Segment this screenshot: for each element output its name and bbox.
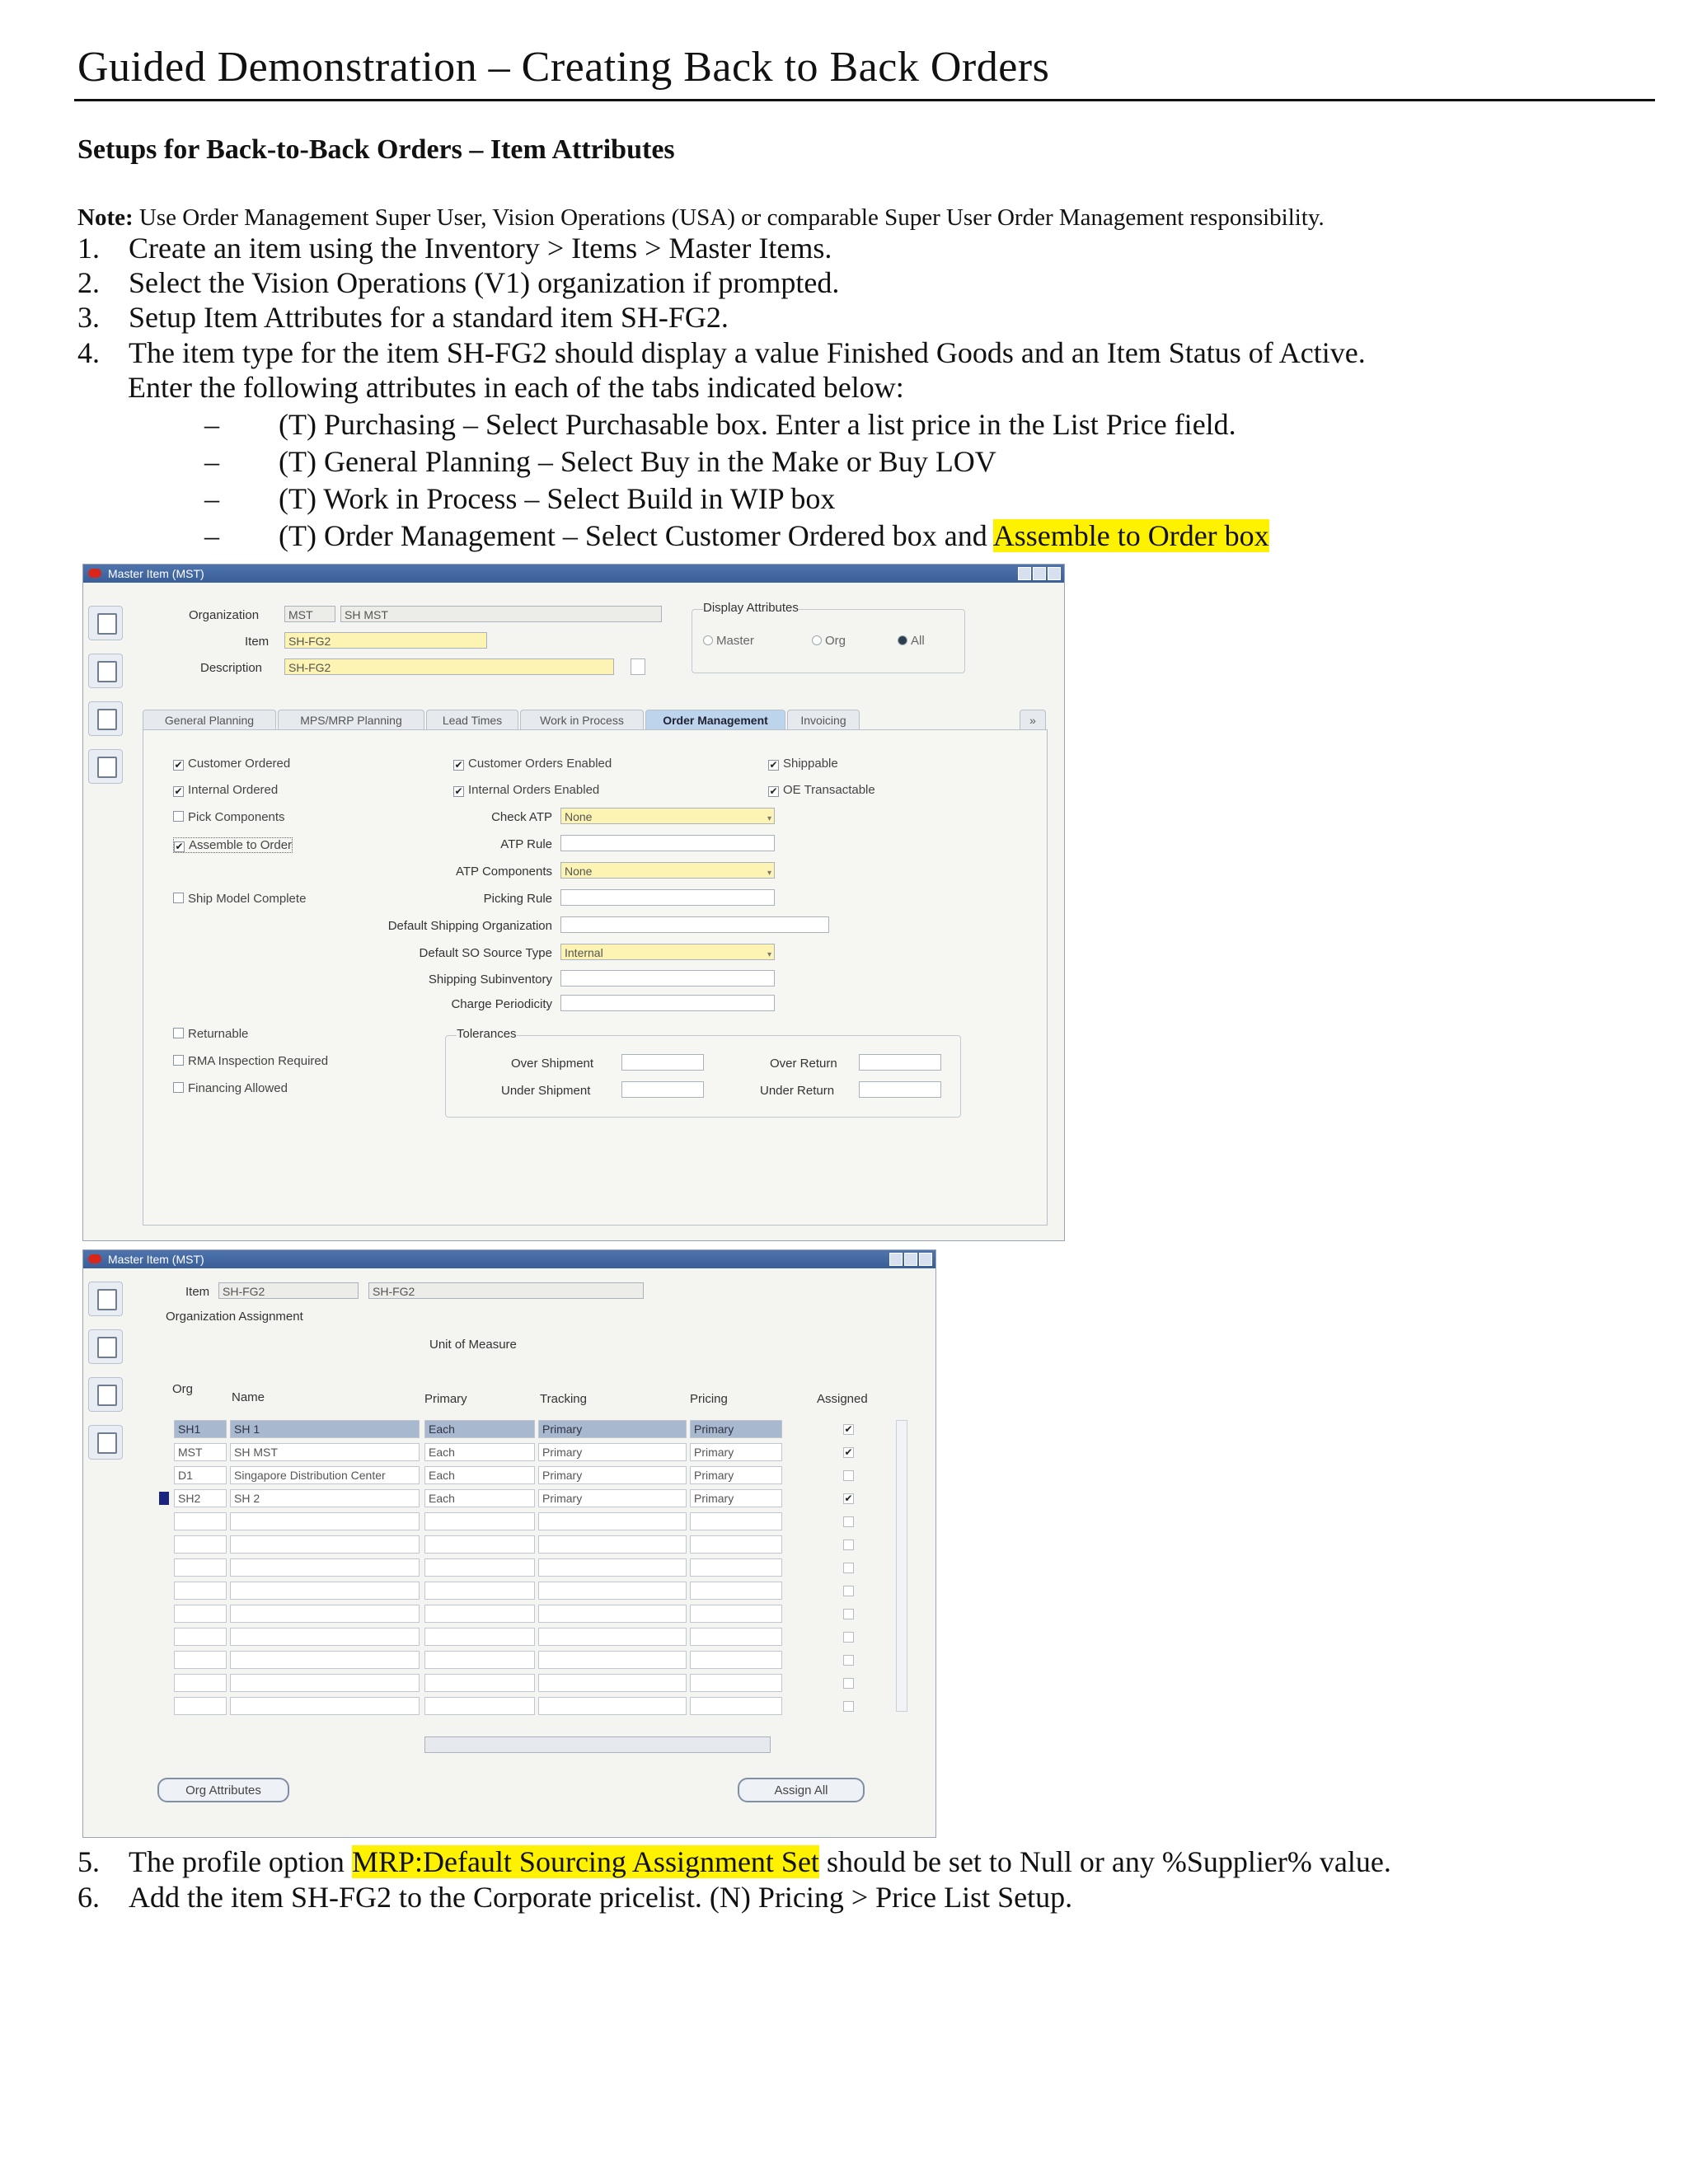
radio-dot xyxy=(703,635,713,645)
cell-org[interactable]: MST xyxy=(174,1443,227,1461)
checkbox-box xyxy=(173,893,184,903)
folder-tool-icon[interactable] xyxy=(88,1282,123,1316)
financing-allowed-checkbox[interactable] xyxy=(173,1081,288,1095)
folder-tool-icon[interactable] xyxy=(88,606,123,640)
cell-primary[interactable] xyxy=(424,1582,535,1600)
cell-org[interactable] xyxy=(174,1605,227,1623)
atp-components-select[interactable] xyxy=(560,862,775,879)
item-field[interactable]: SH-FG2 xyxy=(284,632,487,649)
assigned-checkbox[interactable] xyxy=(843,1609,854,1619)
over-shipment-label: Over Shipment xyxy=(511,1057,594,1071)
cell-name[interactable] xyxy=(230,1535,420,1554)
cell-pricing[interactable] xyxy=(690,1605,782,1623)
check-atp-label: Check ATP xyxy=(491,810,552,824)
step-text: Create an item using the Inventory > Items > Master Items. xyxy=(129,232,832,265)
close-icon[interactable] xyxy=(919,1253,932,1266)
section-heading: Setups for Back-to-Back Orders – Item Attributes xyxy=(77,134,675,165)
checkbox-label: Returnable xyxy=(188,1027,249,1041)
organization-label: Organization xyxy=(189,608,260,622)
radio-label: All xyxy=(911,634,925,648)
under-return-label: Under Return xyxy=(760,1084,835,1098)
default-so-source-value: Internal xyxy=(565,946,603,959)
window-titlebar xyxy=(83,565,1064,583)
checkbox-box: ✔ xyxy=(174,759,183,771)
cell-org[interactable] xyxy=(174,1512,227,1530)
radio-master[interactable] xyxy=(703,634,754,648)
maximize-icon[interactable] xyxy=(1033,567,1046,580)
cell-name[interactable] xyxy=(230,1628,420,1646)
highlight-assemble-to-order: Assemble to Order box xyxy=(992,519,1269,552)
assigned-checkbox[interactable] xyxy=(843,1516,854,1527)
note-text: Use Order Management Super User, Vision Operations (USA) or comparable Super User Order Management responsibility. xyxy=(133,204,1325,231)
step-number: 1. xyxy=(77,232,100,265)
checkbox-label: Customer Ordered xyxy=(188,757,291,771)
cell-primary[interactable] xyxy=(424,1558,535,1577)
dash-marker: – xyxy=(204,519,219,552)
dash-marker: – xyxy=(204,445,219,478)
cell-pricing[interactable] xyxy=(690,1535,782,1554)
over-return-field[interactable] xyxy=(859,1054,941,1071)
note-label: Note: xyxy=(77,204,134,231)
cell-tracking[interactable] xyxy=(538,1605,687,1623)
radio-dot xyxy=(898,635,907,645)
checkbox-label: Internal Ordered xyxy=(188,783,279,797)
form-tool-icon[interactable] xyxy=(88,1329,123,1364)
assigned-checkbox[interactable] xyxy=(843,1470,854,1481)
toolbar-strip xyxy=(88,606,123,797)
step-number: 5. xyxy=(77,1845,100,1878)
cell-primary[interactable]: Each xyxy=(424,1443,535,1461)
cell-name[interactable]: SH MST xyxy=(230,1443,420,1461)
check-atp-value: None xyxy=(565,810,593,823)
step-text-end: should be set to Null or any %Supplier% value. xyxy=(818,1845,1391,1878)
org-attributes-button[interactable]: Org Attributes xyxy=(157,1778,289,1802)
assign-all-button[interactable]: Assign All xyxy=(738,1778,865,1802)
dash-text: (T) Order Management – Select Customer Ordered box and xyxy=(279,519,993,552)
cell-tracking[interactable] xyxy=(538,1651,687,1669)
cell-name[interactable] xyxy=(230,1558,420,1577)
step-text: Setup Item Attributes for a standard item SH-FG2. xyxy=(129,301,729,334)
shipping-subinventory-field[interactable] xyxy=(560,970,775,987)
cell-tracking[interactable] xyxy=(538,1674,687,1692)
column-tracking: Tracking xyxy=(540,1392,587,1406)
cell-tracking[interactable]: Primary xyxy=(538,1466,687,1484)
tab-general-planning[interactable]: General Planning xyxy=(143,710,276,730)
step-1 xyxy=(77,231,832,265)
cell-pricing[interactable] xyxy=(690,1582,782,1600)
cell-primary[interactable] xyxy=(424,1605,535,1623)
highlight-mrp-profile: MRP:Default Sourcing Assignment Set xyxy=(351,1845,819,1878)
step-2 xyxy=(77,265,839,300)
check-atp-select[interactable] xyxy=(560,808,775,824)
organization-assignment-window xyxy=(82,1249,936,1838)
organization-assignment-label: Organization Assignment xyxy=(166,1310,303,1324)
assemble-to-order-checkbox[interactable] xyxy=(173,837,293,853)
checkbox-label: Financing Allowed xyxy=(188,1081,288,1095)
form-tool-icon[interactable] xyxy=(88,654,123,688)
more-tabs-button[interactable]: » xyxy=(1020,710,1046,730)
cell-pricing[interactable]: Primary xyxy=(690,1443,782,1461)
atp-rule-field[interactable] xyxy=(560,835,775,851)
current-record-indicator xyxy=(159,1492,169,1505)
column-org: Org xyxy=(172,1382,194,1396)
charge-periodicity-field[interactable] xyxy=(560,995,775,1011)
maximize-icon[interactable] xyxy=(904,1253,917,1266)
cell-primary[interactable] xyxy=(424,1512,535,1530)
window-title: Master Item (MST) xyxy=(108,1253,204,1266)
dash-text: (T) Purchasing – Select Purchasable box. Enter a list price in the List Price field. xyxy=(279,408,1236,441)
column-name: Name xyxy=(232,1390,265,1404)
radio-all[interactable] xyxy=(898,634,925,648)
radio-dot xyxy=(812,635,822,645)
cell-name[interactable] xyxy=(230,1651,420,1669)
internal-ordered-checkbox[interactable] xyxy=(173,783,278,797)
step-number: 2. xyxy=(77,266,100,299)
step-number: 6. xyxy=(77,1881,100,1914)
order-management-panel xyxy=(143,729,1048,1226)
cell-org[interactable] xyxy=(174,1651,227,1669)
checkbox-box: ✔ xyxy=(769,785,778,797)
step-text: The item type for the item SH-FG2 should display a value Finished Goods and an Item Status of Active. xyxy=(129,336,1366,369)
window-controls xyxy=(888,1253,932,1271)
cell-primary[interactable] xyxy=(424,1697,535,1715)
step-4 xyxy=(77,335,1366,370)
atp-components-label: ATP Components xyxy=(455,865,552,879)
checkbox-box xyxy=(173,811,184,822)
checkbox-label: OE Transactable xyxy=(783,783,875,797)
title-rule xyxy=(74,99,1655,101)
cell-tracking[interactable]: Primary xyxy=(538,1489,687,1507)
cell-name[interactable]: SH 2 xyxy=(230,1489,420,1507)
assigned-checkbox[interactable] xyxy=(843,1632,854,1643)
cell-tracking[interactable]: Primary xyxy=(538,1443,687,1461)
page-title: Guided Demonstration – Creating Back to Back Orders xyxy=(77,44,1050,91)
cell-primary[interactable]: Each xyxy=(424,1420,535,1438)
assigned-checkbox[interactable] xyxy=(843,1563,854,1573)
tab-row xyxy=(143,710,1049,729)
checkbox-label: Assemble to Order xyxy=(189,838,293,852)
checkbox-label: Shippable xyxy=(783,757,838,771)
cell-tracking[interactable] xyxy=(538,1628,687,1646)
item-field[interactable]: SH-FG2 xyxy=(218,1282,359,1299)
cell-org[interactable] xyxy=(174,1697,227,1715)
cell-name[interactable]: Singapore Distribution Center xyxy=(230,1466,420,1484)
oracle-logo-icon xyxy=(88,1254,101,1263)
customer-ordered-checkbox[interactable] xyxy=(173,757,290,771)
dash-item-purchasing xyxy=(204,407,1236,442)
cell-primary[interactable] xyxy=(424,1628,535,1646)
default-shipping-org-label: Default Shipping Organization xyxy=(387,919,552,933)
assigned-checkbox[interactable] xyxy=(843,1655,854,1666)
pick-components-checkbox[interactable] xyxy=(173,810,285,824)
assigned-checkbox[interactable] xyxy=(843,1540,854,1550)
cell-pricing[interactable] xyxy=(690,1651,782,1669)
cell-primary[interactable] xyxy=(424,1535,535,1554)
tolerances-group xyxy=(445,1035,961,1118)
organization-code-field[interactable]: MST xyxy=(284,606,335,622)
tab-mps-mrp-planning[interactable]: MPS/MRP Planning xyxy=(278,710,424,730)
step-number: 4. xyxy=(77,336,100,369)
cell-org[interactable] xyxy=(174,1628,227,1646)
checkbox-box xyxy=(173,1082,184,1093)
cell-tracking[interactable] xyxy=(538,1558,687,1577)
chevron-down-icon: ▾ xyxy=(767,950,771,959)
ship-model-complete-checkbox[interactable] xyxy=(173,892,306,906)
assigned-checkbox[interactable] xyxy=(843,1678,854,1689)
cell-primary[interactable] xyxy=(424,1674,535,1692)
horizontal-scrollbar[interactable] xyxy=(424,1736,771,1753)
description-field[interactable]: SH-FG2 xyxy=(284,658,614,675)
assigned-checkbox[interactable] xyxy=(843,1586,854,1596)
radio-org[interactable] xyxy=(812,634,846,648)
checkbox-box: ✔ xyxy=(769,759,778,771)
minimize-icon[interactable] xyxy=(889,1253,903,1266)
step-4-continuation: Enter the following attributes in each of the tabs indicated below: xyxy=(128,371,904,404)
vertical-scrollbar[interactable] xyxy=(896,1420,907,1712)
atp-components-value: None xyxy=(565,865,593,878)
checkbox-label: RMA Inspection Required xyxy=(188,1054,329,1068)
cell-org[interactable]: SH2 xyxy=(174,1489,227,1507)
item-label: Item xyxy=(185,1285,210,1299)
over-return-label: Over Return xyxy=(770,1057,837,1071)
attachment-tool-icon[interactable] xyxy=(88,1377,123,1412)
chevron-down-icon: ▾ xyxy=(767,869,771,878)
dash-marker: – xyxy=(204,482,219,515)
cell-name[interactable]: SH 1 xyxy=(230,1420,420,1438)
cell-pricing[interactable] xyxy=(690,1628,782,1646)
cell-pricing[interactable]: Primary xyxy=(690,1466,782,1484)
dash-text: (T) General Planning – Select Buy in the Make or Buy LOV xyxy=(279,445,996,478)
tab-order-management[interactable]: Order Management xyxy=(645,710,785,730)
window-titlebar xyxy=(83,1250,935,1268)
charge-periodicity-label: Charge Periodicity xyxy=(451,997,552,1011)
dash-text: (T) Work in Process – Select Build in WIP box xyxy=(279,482,836,515)
returnable-checkbox[interactable] xyxy=(173,1027,248,1041)
tolerances-label: Tolerances xyxy=(457,1027,517,1041)
radio-label: Org xyxy=(825,634,846,648)
cell-name[interactable] xyxy=(230,1697,420,1715)
cell-pricing[interactable] xyxy=(690,1697,782,1715)
organization-name-field[interactable]: SH MST xyxy=(340,606,662,622)
cell-name[interactable] xyxy=(230,1674,420,1692)
minimize-icon[interactable] xyxy=(1018,567,1031,580)
picking-rule-field[interactable] xyxy=(560,889,775,906)
cell-pricing[interactable] xyxy=(690,1558,782,1577)
cell-tracking[interactable] xyxy=(538,1535,687,1554)
assigned-checkbox[interactable]: ✔ xyxy=(844,1446,853,1458)
cell-org[interactable] xyxy=(174,1674,227,1692)
cell-pricing[interactable]: Primary xyxy=(690,1489,782,1507)
attachment-tool-icon[interactable] xyxy=(88,701,123,736)
checkbox-box: ✔ xyxy=(454,759,463,771)
dash-item-order-management xyxy=(204,518,1269,553)
step-text: The profile option xyxy=(129,1845,352,1878)
checkbox-label: Ship Model Complete xyxy=(188,892,307,906)
checkbox-box xyxy=(173,1055,184,1066)
item-description-field[interactable]: SH-FG2 xyxy=(368,1282,644,1299)
window-title: Master Item (MST) xyxy=(108,567,204,580)
cell-pricing[interactable] xyxy=(690,1674,782,1692)
unit-of-measure-label: Unit of Measure xyxy=(429,1338,517,1352)
cell-org[interactable]: SH1 xyxy=(174,1420,227,1438)
step-text: Add the item SH-FG2 to the Corporate pricelist. (N) Pricing > Price List Setup. xyxy=(129,1881,1073,1914)
under-shipment-field[interactable] xyxy=(621,1081,704,1098)
dash-item-wip xyxy=(204,481,835,516)
cell-tracking[interactable] xyxy=(538,1582,687,1600)
cell-org[interactable] xyxy=(174,1558,227,1577)
toolbar-strip xyxy=(88,1282,123,1473)
checkbox-box: ✔ xyxy=(174,785,183,797)
cell-org[interactable] xyxy=(174,1535,227,1554)
customer-orders-enabled-checkbox[interactable] xyxy=(453,757,612,771)
list-tool-icon[interactable] xyxy=(88,749,123,784)
cell-tracking[interactable] xyxy=(538,1512,687,1530)
tab-work-in-process[interactable]: Work in Process xyxy=(520,710,644,730)
shipping-subinventory-label: Shipping Subinventory xyxy=(428,972,552,987)
item-label: Item xyxy=(245,635,270,649)
cell-name[interactable] xyxy=(230,1605,420,1623)
cell-primary[interactable]: Each xyxy=(424,1466,535,1484)
cell-tracking[interactable] xyxy=(538,1697,687,1715)
under-shipment-label: Under Shipment xyxy=(501,1084,591,1098)
step-3 xyxy=(77,300,729,335)
dash-marker: – xyxy=(204,408,219,441)
default-shipping-org-field[interactable] xyxy=(560,916,829,933)
close-icon[interactable] xyxy=(1048,567,1061,580)
oracle-logo-icon xyxy=(88,569,101,578)
over-shipment-field[interactable] xyxy=(621,1054,704,1071)
note xyxy=(77,204,1325,232)
master-item-window xyxy=(82,564,1065,1241)
checkbox-label: Customer Orders Enabled xyxy=(468,757,612,771)
checkbox-label: Pick Components xyxy=(188,810,285,824)
column-primary: Primary xyxy=(424,1392,467,1406)
checkbox-box: ✔ xyxy=(454,785,463,797)
step-text: Select the Vision Operations (V1) organization if prompted. xyxy=(129,266,840,299)
cell-pricing[interactable]: Primary xyxy=(690,1420,782,1438)
description-label: Description xyxy=(200,661,263,675)
dash-item-general-planning xyxy=(204,444,996,479)
under-return-field[interactable] xyxy=(859,1081,941,1098)
step-6 xyxy=(77,1880,1072,1915)
cell-org[interactable] xyxy=(174,1582,227,1600)
cell-primary[interactable]: Each xyxy=(424,1489,535,1507)
checkbox-box: ✔ xyxy=(175,841,184,852)
rma-inspection-checkbox[interactable] xyxy=(173,1054,328,1068)
atp-rule-label: ATP Rule xyxy=(500,837,552,851)
cell-tracking[interactable]: Primary xyxy=(538,1420,687,1438)
tab-lead-times[interactable]: Lead Times xyxy=(426,710,518,730)
internal-orders-enabled-checkbox[interactable] xyxy=(453,783,599,797)
picking-rule-label: Picking Rule xyxy=(483,892,552,906)
oe-transactable-checkbox[interactable] xyxy=(768,783,875,797)
default-so-source-label: Default SO Source Type xyxy=(419,946,552,960)
window-controls xyxy=(1016,567,1061,585)
cell-pricing[interactable] xyxy=(690,1512,782,1530)
cell-primary[interactable] xyxy=(424,1651,535,1669)
shippable-checkbox[interactable] xyxy=(768,757,838,771)
assigned-checkbox[interactable]: ✔ xyxy=(844,1493,853,1504)
checkbox-label: Internal Orders Enabled xyxy=(468,783,600,797)
radio-label: Master xyxy=(716,634,754,648)
assigned-checkbox[interactable]: ✔ xyxy=(844,1423,853,1435)
display-attributes-label: Display Attributes xyxy=(703,601,799,615)
tab-invoicing[interactable]: Invoicing xyxy=(787,710,860,730)
cell-name[interactable] xyxy=(230,1582,420,1600)
column-assigned: Assigned xyxy=(817,1392,868,1406)
step-number: 3. xyxy=(77,301,100,334)
cell-org[interactable]: D1 xyxy=(174,1466,227,1484)
cell-name[interactable] xyxy=(230,1512,420,1530)
default-so-source-select[interactable] xyxy=(560,944,775,960)
list-tool-icon[interactable] xyxy=(88,1425,123,1460)
description-edit-button[interactable] xyxy=(631,658,645,675)
column-pricing: Pricing xyxy=(690,1392,728,1406)
checkbox-box xyxy=(173,1028,184,1038)
step-5 xyxy=(77,1844,1391,1879)
assigned-checkbox[interactable] xyxy=(843,1701,854,1712)
chevron-down-icon: ▾ xyxy=(767,814,771,823)
